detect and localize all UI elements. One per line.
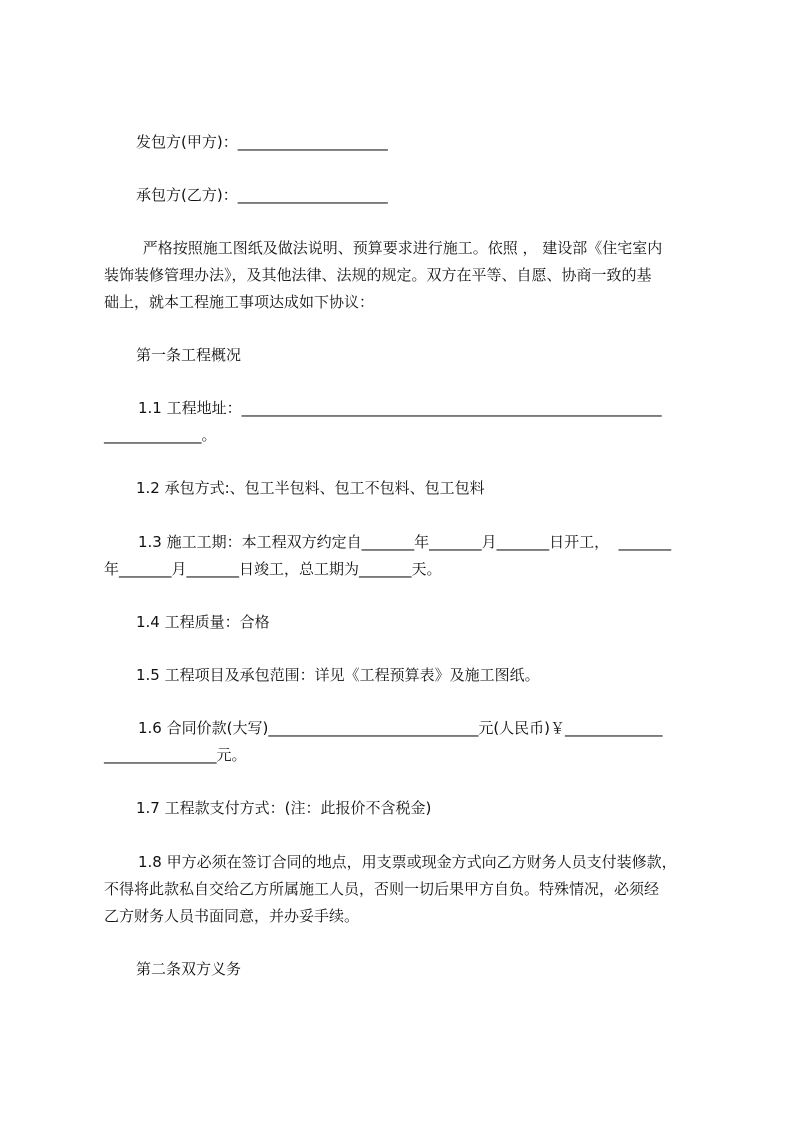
employer-party-line: 发包方(甲方)：____________________: [136, 133, 388, 151]
clause-1-8-line-1: 1.8 甲方必须在签订合同的地点，用支票或现金方式向乙方财务人员支付装修款，: [138, 853, 677, 871]
clause-1-8-line-2: 不得将此款私自交给乙方所属施工人员，否则一切后果甲方自负。特殊情况，必须经: [104, 880, 660, 898]
article-2-heading: 第二条双方义务: [136, 960, 242, 978]
clause-1-8-line-3: 乙方财务人员书面同意，并办妥手续。: [104, 907, 360, 925]
clause-1-6-line-1: 1.6 合同价款(大写)____________________________元(人民币)￥_____________: [138, 719, 663, 737]
clause-1-2: 1.2 承包方式:、包工半包料、包工不包料、包工包料: [136, 479, 485, 497]
clause-1-5: 1.5 工程项目及承包范围：详见《工程预算表》及施工图纸。: [136, 666, 540, 684]
clause-1-3-line-2: 年_______月_______日竣工，总工期为_______天。: [104, 560, 442, 578]
article-1-heading: 第一条工程概况: [136, 346, 242, 364]
contractor-party-line: 承包方(乙方)：____________________: [136, 186, 388, 204]
preamble-line-3: 础上，就本工程施工事项达成如下协议：: [104, 293, 375, 311]
preamble-line-2: 装饰装修管理办法》，及其他法律、法规的规定。双方在平等、自愿、协商一致的基: [104, 266, 652, 284]
preamble-line-1: 严格按照施工图纸及做法说明、预算要求进行施工。依照 ， 建设部《住宅室内: [138, 239, 663, 257]
clause-1-7: 1.7 工程款支付方式：(注：此报价不含税金): [136, 799, 432, 817]
clause-1-1-line-2: _____________。: [104, 426, 217, 444]
clause-1-3-line-1: 1.3 施工工期：本工程双方约定自_______年_______月_______日开工， _______: [138, 533, 672, 551]
clause-1-4: 1.4 工程质量：合格: [136, 613, 270, 631]
clause-1-1-line-1: 1.1 工程地址：________________________________________________________: [138, 399, 662, 417]
clause-1-6-line-2: _______________元。: [104, 746, 247, 764]
